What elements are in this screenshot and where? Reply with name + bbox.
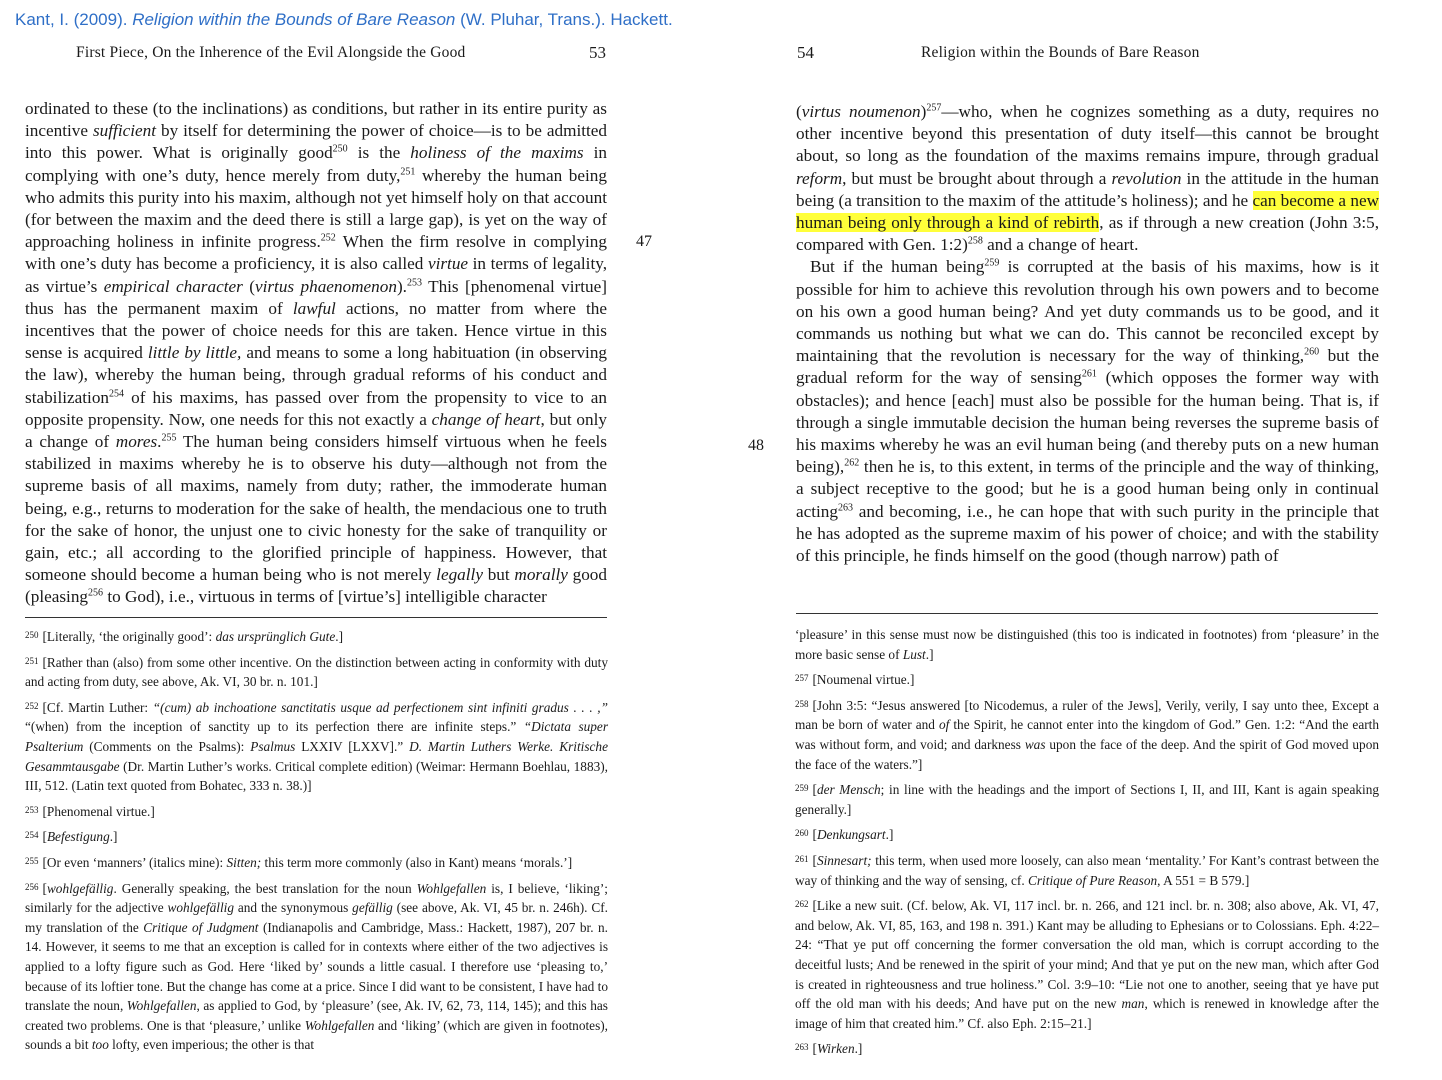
footnote: $^{258}$ [John 3:5: “Jesus answered [to Nicodemus, a ruler of the Jews], Verily, verily, I say unto thee, Except a man be born of water and of the Spirit, he cannot enter into the kingdom of God.” Gen. 1:2: “And the earth was without form, and void; and darkness was upon the face of the deep. And the spirit of God moved upon the face of the waters.”] — [795, 697, 1379, 772]
footnote: $^{250}$ [Literally, ‘the originally good’: das ursprünglich Gute.] — [25, 629, 344, 644]
citation-rest: (W. Pluhar, Trans.). Hackett. — [455, 10, 673, 29]
right-body-paragraph: But if the human being$^{259}$ is corrupted at the basis of his maxims, how is it possible for him to achieve this revolution through his own powers and to become on his own a good human being? And yet duty commands us to be good, and it commands us nothing but what we can do. This cannot be reconciled except by maintaining that the revolution is necessary for the way of thinking,$^{260}$ but the gradual reform for the way of sensing$^{261}$ (which opposes the former way with obstacles); and hence [each] must also be possible for the human being. That is, if through a single immutable decision the human being reverses the supreme basis of his maxims whereby he was an evil human being (and thereby puts on a new human being),$^{262}$ then he is, to this extent, in terms of the principle and the way of thinking, a subject receptive to the good; but he is a good human being only in continual acting$^{263}$ and becoming, i.e., he can hope that with such purity in the principle that he has adopted as the supreme maxim of his power of choice; and with the stability of this principle, he finds himself on the good (though narrow) path of — [796, 257, 1380, 566]
footnote: $^{259}$ [der Mensch; in line with the headings and the import of Sections I, II, and III, Kant is again speaking generally.] — [795, 782, 1380, 817]
footnote: $^{262}$ [Like a new suit. (Cf. below, Ak. VI, 117 incl. br. n. 266, and 121 incl. br. n. 308; also above, Ak. VI, 47, and below, Ak. VI, 85, 163, and 198 n. 391.) Kant may be alluding to Ephesians or to Colossians. Eph. 4:22–24: “That ye put off concerning the former conversation the old man, which is corrupt according to the deceitful lusts; And be renewed in the spirit of your mind; And that ye put on the new man, which after God is created in righteousness and true holiness.” Col. 3:9–10: “Lie not one to another, seeing that ye have put off the old man with his deeds; And have put on the new man, which is renewed in knowledge after the image of him that created him.” Cf. also Eph. 2:15–21.] — [795, 898, 1380, 1031]
highlighted-passage: can become a new human being only through a kind of rebirth — [796, 190, 1379, 233]
footnote: $^{251}$ [Rather than (also) from some other incentive. On the distinction between acting in conformity with duty and acting from duty, see above, Ak. VI, 30 br. n. 101.] — [25, 654, 608, 690]
left-body-paragraph: ordinated to these (to the inclinations) as conditions, but rather in its entire purity as incentive sufficient by itself for determining the power of choice—is to be admitted into this power. What is originally good$^{250}$ is the holiness of the maxims in complying with one’s duty, hence merely from duty,$^{251}$ whereby the human being who admits this purity into his maxim, although not yet himself holy on that account (for between the maxim and the deed there is still a large gap), is yet on the way of approaching holiness in infinite progress.$^{252}$ When the firm resolve in complying with one’s duty has become a proficiency, it is also called virtue in terms of legality, as virtue’s empirical character (virtus phaenomenon).$^{253}$ This [phenomenal virtue] thus has the permanent maxim of lawful actions, no matter from where the incentives that the power of choice needs for this are taken. Hence virtue in this sense is acquired little by little, and means to some a long habituation (in observing the law), whereby the human being, through gradual reforms of his conduct and stabilization$^{254}$ of his maxims, has passed over from the propensity to vice to an opposite propensity. Now, one needs for this not exactly a change of heart, but only a change of mores.$^{255}$ The human being considers himself virtuous when he feels stabilized in maxims whereby he is to observe his duty—although not from the supreme basis of all maxims, namely from duty; rather, the immoderate human being, e.g., returns to moderation for the sake of health, the mendacious one to truth for the sake of honor, the unjust one to civic honesty for the sake of tranquility or gain, etc.; all according to the glorified principle of happiness. However, that someone should become a human being who is not merely legally but morally good (pleasing$^{256}$ to God), i.e., virtuous in terms of [virtue’s] intelligible character — [25, 99, 608, 607]
margin-number-47: 47 — [636, 233, 652, 250]
footnote: $^{260}$ [Denkungsart.] — [795, 827, 894, 843]
citation-authors: Kant, I. (2009). — [15, 10, 133, 29]
right-footnote-rule — [796, 613, 1378, 614]
left-footnotes — [25, 627, 608, 1061]
citation-title: Religion within the Bounds of Bare Reason — [132, 10, 456, 29]
right-page-body — [796, 101, 1379, 567]
footnote: $^{263}$ [Wirken.] — [795, 1041, 863, 1057]
right-footnotes — [795, 625, 1379, 1065]
footnote: $^{261}$ [Sinnesart; this term, when used more loosely, can also mean ‘mentality.’ For Kant’s contrast between the way of thinking and the way of sensing, cf. Critique of Pure Reason, A 551 = B 579.] — [795, 852, 1379, 888]
right-body-paragraph: (virtus noumenon)$^{257}$—who, when he cognizes something as a duty, requires no other incentive beyond this presentation of duty itself—this cannot be brought about, so long as the foundation of the maxims remains impure, through gradual reform, but must be brought about through a revolution in the attitude in the human being (a transition to the maxim of the attitude’s holiness); and he can become a new human being only through a kind of rebirth, as if through a new creation (John 3:5, compared with Gen. 1:2)$^{258}$ and a change of heart. — [796, 102, 1379, 255]
footnote: $^{253}$ [Phenomenal virtue.] — [25, 803, 155, 819]
left-footnote-rule — [25, 617, 607, 618]
footnote: $^{255}$ [Or even ‘manners’ (italics mine): Sitten; this term more commonly (also in Kant) means ‘morals.’] — [25, 854, 573, 870]
left-page-number: 53 — [589, 43, 606, 62]
footnote: $^{252}$ [Cf. Martin Luther: “(cum) ab inchoatione sanctitatis usque ad perfectionem sint infiniti gradus . . . ,” “(when) from the inception of sanctity up to its perfection there are infinite steps.” “Dictata super Psalterium (Comments on the Psalms): Psalmus LXXIV [LXXV].” D. Martin Luthers Werke. Kritische Gesammtausgabe (Dr. Martin Luther’s works. Critical complete edition) (Weimar: Hermann Boehlau, 1883), III, 512. (Latin text quoted from Bohatec, 333 n. 38.)] — [25, 699, 608, 794]
left-running-head: First Piece, On the Inherence of the Evil Alongside the Good — [76, 44, 466, 61]
margin-number-48: 48 — [748, 437, 764, 454]
footnote: $^{256}$ [wohlgefällig. Generally speaking, the best translation for the noun Wohlgefallen is, I believe, ‘liking’; similarly for the adjective wohlgefällig and the synonymous gefällig (see above, Ak. VI, 45 br. n. 246h). Cf. my translation of the Critique of Judgment (Indianapolis and Cambridge, Mass.: Hackett, 1987), 207 br. n. 14. However, it seems to me that an exception is called for in contexts where either of the two adjectives is applied to a lofty figure such as God. Here ‘liked by’ sounds a little casual. I therefore use ‘pleasing to,’ because of its loftier tone. But the change has come at a price. Since I did want to be consistent, I have had to translate the noun, Wohlgefallen, as applied to God, by ‘pleasure’ (see, Ak. IV, 62, 73, 114, 145); and this has created two problems. One is that ‘pleasure,’ unlike Wohlgefallen and ‘liking’ (which are given in footnotes), sounds a bit too lofty, even imperious; the other is that — [25, 880, 609, 1053]
right-page-number: 54 — [797, 43, 814, 62]
footnote: $^{257}$ [Noumenal virtue.] — [795, 672, 915, 688]
citation-line — [15, 10, 673, 30]
left-page-body — [25, 98, 607, 609]
footnote-continuation: ‘pleasure’ in this sense must now be distinguished (this too is indicated in footnotes) from ‘pleasure’ in the more basic sense of Lust.] — [795, 627, 1379, 662]
footnote: $^{254}$ [Befestigung.] — [25, 829, 118, 845]
right-running-head: Religion within the Bounds of Bare Reason — [921, 44, 1200, 61]
